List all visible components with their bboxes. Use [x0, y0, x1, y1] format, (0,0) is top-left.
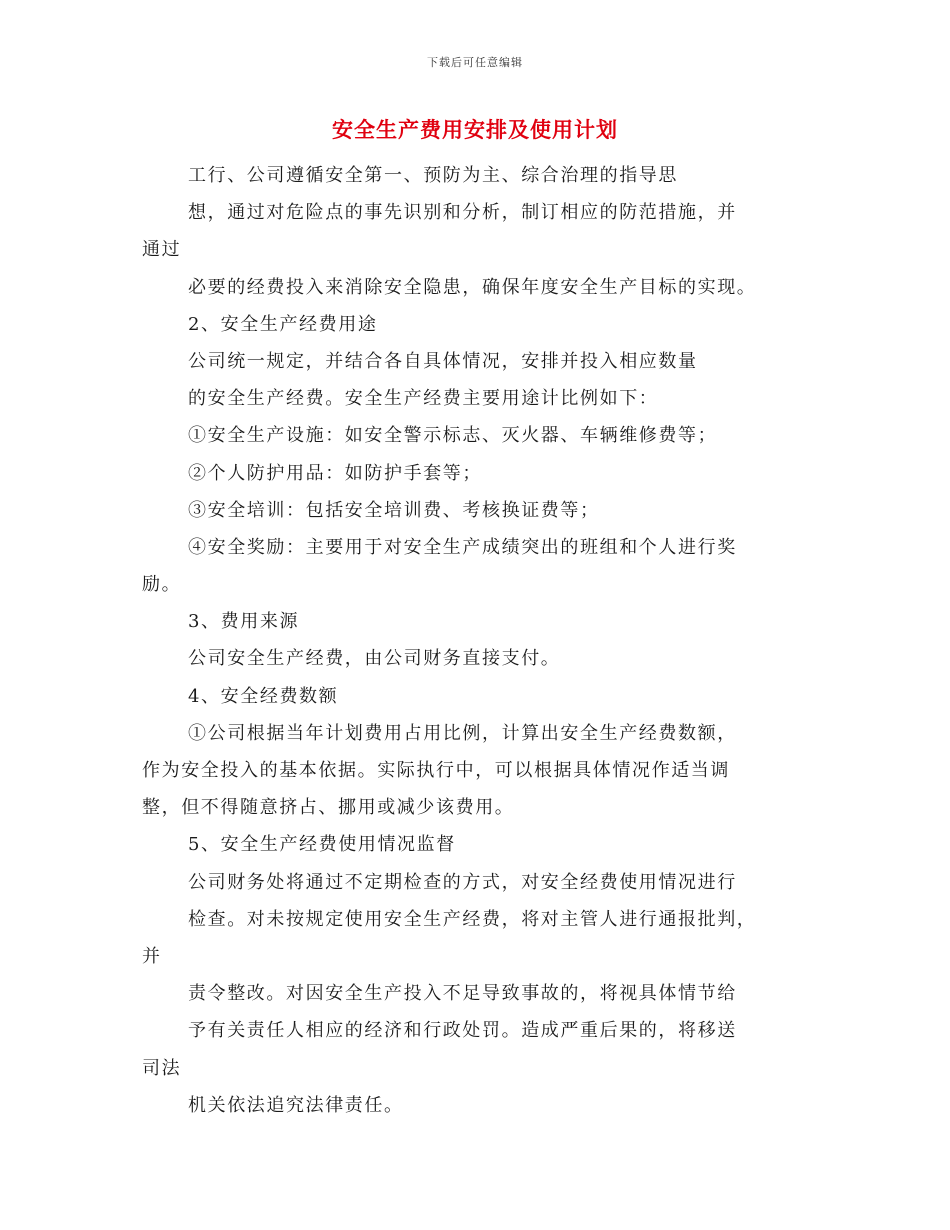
paragraph-line: 必要的经费投入来消除安全隐患，确保年度安全生产目标的实现。: [188, 276, 757, 298]
paragraph-line: 公司财务处将通过不定期检查的方式，对安全经费使用情况进行: [188, 871, 737, 893]
section-heading: 2、安全生产经费用途: [188, 313, 378, 335]
paragraph-line: 公司安全生产经费，由公司财务直接支付。: [188, 648, 561, 670]
paragraph-line: 检查。对未按规定使用安全生产经费，将对主管人进行通报批判，: [188, 908, 757, 930]
paragraph-line: 责令整改。对因安全生产投入不足导致事故的，将视具体情节给: [188, 983, 737, 1005]
paragraph-line: 的安全生产经费。安全生产经费主要用途计比例如下：: [188, 388, 659, 410]
section-heading: 5、安全生产经费使用情况监督: [188, 834, 456, 856]
header-note: 下载后可任意编辑: [427, 56, 523, 69]
paragraph-line: 整，但不得随意挤占、挪用或减少该费用。: [142, 797, 515, 819]
list-item: ③安全培训：包括安全培训费、考核换证费等；: [188, 499, 600, 521]
paragraph-line: 工行、公司遵循安全第一、预防为主、综合治理的指导思: [188, 165, 678, 186]
document-body: [142, 157, 822, 1124]
paragraph-line: 想，通过对危险点的事先识别和分析，制订相应的防范措施，并: [188, 202, 737, 224]
paragraph-line: 司法: [142, 1057, 182, 1079]
list-item: ①安全生产设施：如安全警示标志、灭火器、车辆维修费等；: [188, 425, 718, 447]
paragraph-line: 作为安全投入的基本依据。实际执行中，可以根据具体情况作适当调: [142, 760, 730, 781]
list-item: ②个人防护用品：如防护手套等；: [188, 462, 482, 484]
section-heading: 4、安全经费数额: [188, 685, 339, 707]
section-heading: 3、费用来源: [188, 611, 300, 633]
paragraph-line: 励。: [142, 574, 182, 596]
paragraph-line: 机关依法追究法律责任。: [188, 1094, 404, 1116]
paragraph-line: 并: [142, 945, 162, 967]
document-title: 安全生产费用安排及使用计划: [332, 117, 618, 142]
paragraph-line: 公司统一规定，并结合各自具体情况，安排并投入相应数量: [188, 350, 698, 372]
list-item: ④安全奖励：主要用于对安全生产成绩突出的班组和个人进行奖: [188, 536, 737, 558]
paragraph-line: 通过: [142, 239, 182, 261]
list-item: ①公司根据当年计划费用占用比例，计算出安全生产经费数额，: [188, 722, 737, 744]
paragraph-line: 予有关责任人相应的经济和行政处罚。造成严重后果的，将移送: [188, 1020, 737, 1042]
